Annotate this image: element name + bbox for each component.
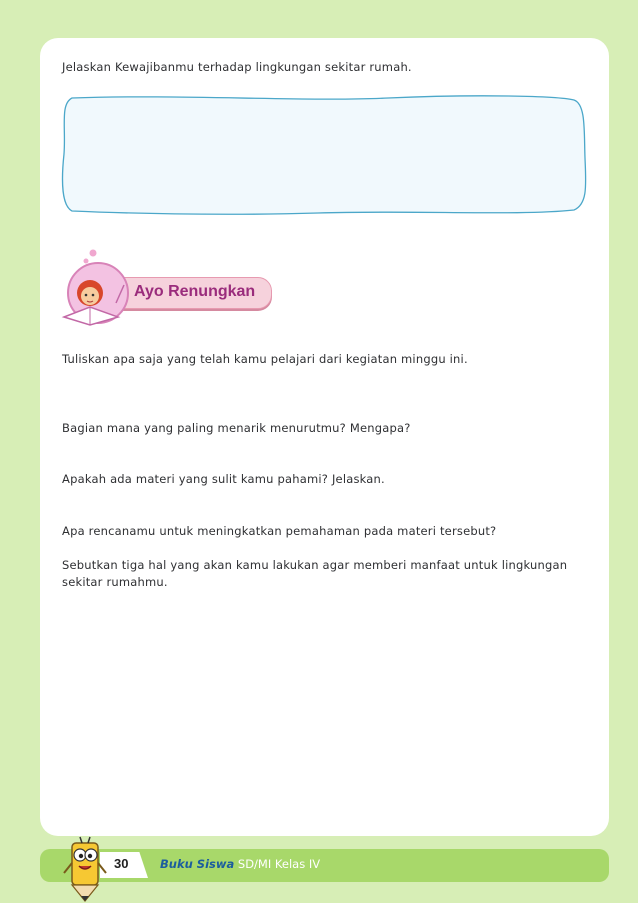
question-1: Tuliskan apa saja yang telah kamu pelajari dari kegiatan minggu ini. [62, 352, 468, 366]
question-4: Apa rencanamu untuk meningkatkan pemahaman pada materi tersebut? [62, 524, 497, 538]
question-3: Apakah ada materi yang sulit kamu pahami? Jelaskan. [62, 472, 385, 486]
page-number: 30 [114, 856, 129, 871]
answer-box[interactable] [58, 92, 588, 217]
question-5: Sebutkan tiga hal yang akan kamu lakukan agar memberi manfaat untuk lingkungan sekitar rumahmu. [62, 558, 568, 589]
footer-class-label: SD/MI Kelas IV [234, 857, 321, 871]
prompt-kewajiban: Jelaskan Kewajibanmu terhadap lingkungan sekitar rumah. [62, 60, 412, 74]
pencil-mascot-icon [60, 833, 110, 903]
footer-book-label: Buku Siswa [160, 857, 235, 871]
section-title: Ayo Renungkan [134, 283, 256, 300]
footer-book-title [160, 857, 320, 871]
question-2: Bagian mana yang paling menarik menurutmu? Mengapa? [62, 421, 411, 435]
